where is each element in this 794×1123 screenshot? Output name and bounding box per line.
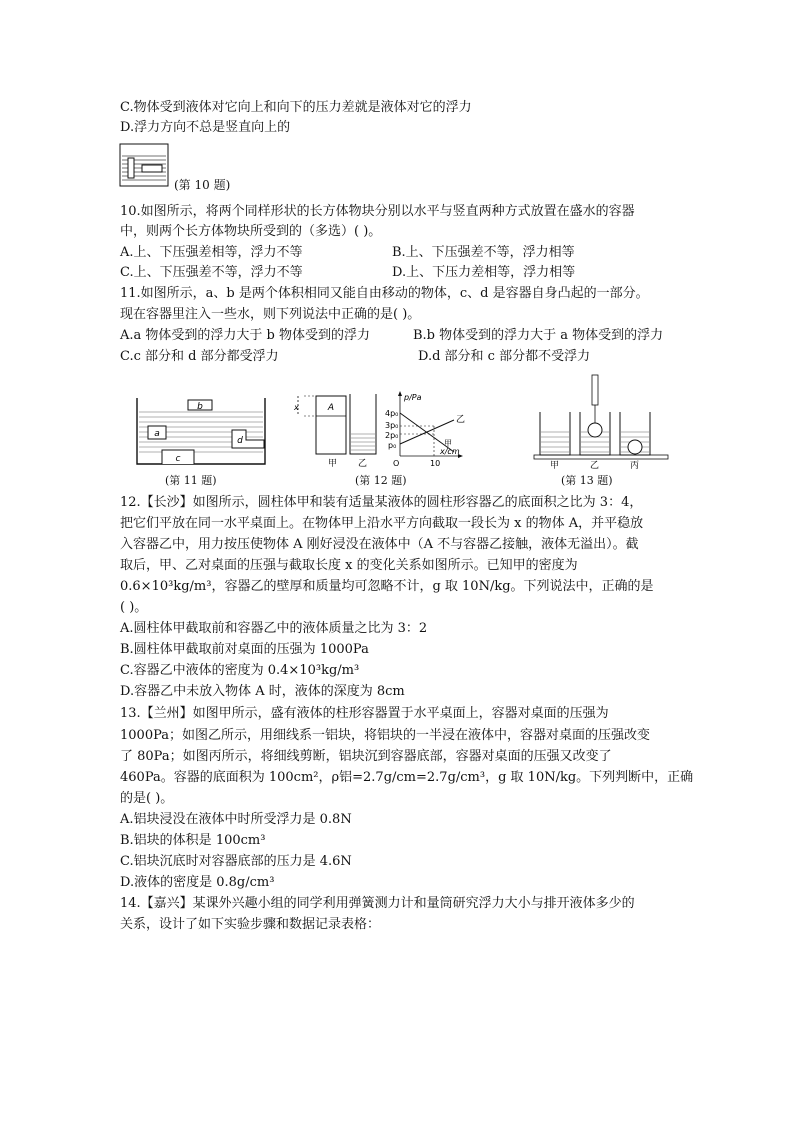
q13-stem-line1: 13.【兰州】如图甲所示，盛有液体的柱形容器置于水平桌面上，容器对桌面的压强为 [120, 706, 609, 721]
label-d: d [237, 436, 243, 446]
figure-11 [136, 398, 266, 470]
sunk-block [628, 440, 642, 454]
q10-option-d: D.上、下压力差相等，浮力相等 [392, 265, 576, 280]
q10-stem-line1: 10.如图所示，将两个同样形状的长方体物块分别以水平与竖直两种方式放置在盛水的容器 [120, 204, 635, 219]
q12-stem-line4: 取后，甲、乙对桌面的压强与截取长度 x 的变化关系如图所示。已知甲的密度为 [120, 558, 578, 573]
q13-stem-line3: 了 80Pa；如图丙所示，将细线剪断，铝块沉到容器底部，容器对桌面的压强又改变了 [120, 749, 612, 764]
aluminum-block [588, 423, 602, 437]
figure-10-caption: (第 10 题) [174, 178, 231, 192]
q12-stem-line1: 12.【长沙】如图所示，圆柱体甲和装有适量某液体的圆柱形容器乙的底面积之比为 3：4， [120, 495, 643, 510]
q9-option-c: C.物体受到液体对它向上和向下的压力差就是液体对它的浮力 [120, 100, 472, 115]
q13-option-c: C.铝块沉底时对容器底部的压力是 4.6N [120, 854, 352, 869]
q11-stem-line1: 11.如图所示，a、b 是两个体积相同又能自由移动的物体，c、d 是容器自身凸起的一部分。 [120, 286, 649, 301]
tick-p0: p₀ [388, 441, 397, 450]
label-yi: 乙 [590, 461, 600, 471]
horizontal-block [142, 165, 162, 172]
figure-13 [534, 372, 674, 472]
tick-4p0: 4p₀ [385, 409, 399, 418]
tick-2p0: 2p₀ [385, 431, 399, 440]
tick-origin: O [393, 459, 400, 468]
spring-scale [592, 375, 598, 405]
line-yi-label: 乙 [456, 415, 466, 425]
q11-option-b: B.b 物体受到的浮力大于 a 物体受到的浮力 [413, 328, 664, 343]
figure-10 [120, 144, 170, 188]
q14-stem-line1: 14.【嘉兴】某课外兴趣小组的同学利用弹簧测力计和量筒研究浮力大小与排开液体多少的 [120, 896, 635, 911]
q13-option-a: A.铝块浸没在液体中时所受浮力是 0.8N [120, 812, 352, 827]
q13-stem-line2: 1000Pa；如图乙所示，用细线系一铝块，将铝块的一半浸在液体中，容器对桌面的压强改变 [120, 728, 650, 743]
label-x: x [294, 403, 299, 412]
tick-10: 10 [430, 459, 441, 468]
q11-option-d: D.d 部分和 c 部分都不受浮力 [418, 349, 591, 364]
axis-x-label: x/cm [440, 447, 460, 456]
q12-stem-line5: 0.6×10³kg/m³，容器乙的壁厚和质量均可忽略不计，g 取 10N/kg。下列说法中，正确的是 [120, 579, 654, 594]
label-jia: 甲 [550, 461, 560, 471]
q12-option-d: D.容器乙中未放入物体 A 时，液体的深度为 8cm [120, 684, 405, 699]
q11-option-c: C.c 部分和 d 部分都受浮力 [120, 349, 279, 364]
q13-option-d: D.液体的密度是 0.8g/cm³ [120, 875, 275, 890]
q10-stem-line2: 中，则两个长方体物块所受到的（多选）( )。 [120, 224, 382, 239]
label-block-a: A [327, 403, 335, 413]
q12-option-b: B.圆柱体甲截取前对桌面的压强为 1000Pa [120, 642, 369, 657]
label-c: c [175, 454, 181, 464]
q12-option-a: A.圆柱体甲截取前和容器乙中的液体质量之比为 3：2 [120, 621, 428, 636]
figure-12-caption: (第 12 题) [355, 474, 407, 487]
q12-stem-line2: 把它们平放在同一水平桌面上。在物体甲上沿水平方向截取一段长为 x 的物体 A，并平稳放 [120, 516, 644, 531]
figure-13-caption: (第 13 题) [561, 474, 613, 487]
q10-option-a: A.上、下压强差相等，浮力不等 [120, 245, 303, 260]
label-bing: 丙 [630, 461, 640, 471]
vertical-block [128, 158, 134, 178]
figure-12 [294, 386, 464, 476]
label-jia-container: 甲 [328, 459, 338, 469]
q10-option-b: B.上、下压强差不等，浮力相等 [392, 245, 575, 260]
q13-stem-line5: 的是( )。 [120, 791, 174, 806]
tick-3p0: 3p₀ [385, 421, 399, 430]
line-jia-label: 甲 [444, 439, 452, 448]
q12-stem-line6: ( )。 [120, 600, 148, 615]
figure-11-caption: (第 11 题) [165, 474, 217, 487]
label-a: a [154, 429, 160, 439]
q13-option-b: B.铝块的体积是 100cm³ [120, 833, 266, 848]
q12-option-c: C.容器乙中液体的密度为 0.4×10³kg/m³ [120, 663, 360, 678]
q11-stem-line2: 现在容器里注入一些水，则下列说法中正确的是( )。 [120, 307, 421, 322]
q14-stem-line2: 关系，设计了如下实验步骤和数据记录表格： [120, 917, 381, 932]
q11-option-a: A.a 物体受到的浮力大于 b 物体受到的浮力 [120, 328, 370, 343]
q12-stem-line3: 入容器乙中，用力按压使物体 A 刚好浸没在液体中（A 不与容器乙接触，液体无溢出）。截 [120, 537, 639, 552]
label-yi-container: 乙 [358, 459, 368, 469]
q13-stem-line4: 460Pa。容器的底面积为 100cm²，ρ铝=2.7g/cm=2.7g/cm³，g 取 10N/kg。下列判断中，正确 [120, 770, 694, 785]
label-b: b [197, 402, 203, 412]
q10-option-c: C.上、下压强差不等，浮力不等 [120, 265, 303, 280]
axis-y-label: p/Pa [404, 393, 422, 402]
q9-option-d: D.浮力方向不总是竖直向上的 [120, 120, 291, 135]
